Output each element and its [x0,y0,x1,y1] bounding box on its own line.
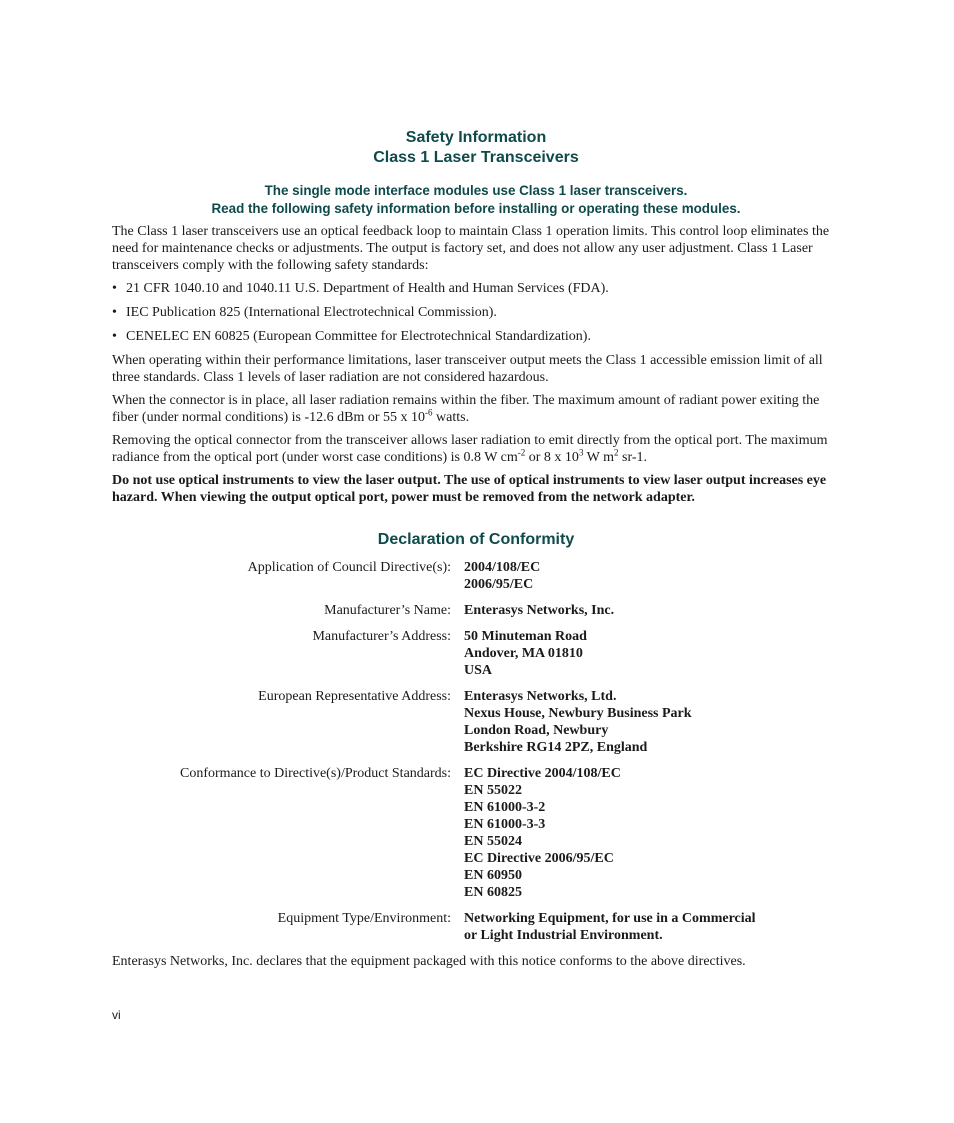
value-line: EN 61000-3-3 [464,817,546,832]
closing-statement: Enterasys Networks, Inc. declares that the equipment packaged with this notice conforms to the above directives. [112,954,746,969]
value-line: 50 Minuteman Road [464,629,587,644]
warning-paragraph: Do not use optical instruments to view the laser output. The use of optical instruments to view laser output increases eye hazard. When viewing the output optical port, power must be removed from the network adapter. [112,473,827,505]
remove-text-d: sr-1. [618,450,648,465]
remove-exponent-2: 3 [578,447,584,458]
notice-line-2: Read the following safety information before installing or operating these modules. [211,200,741,216]
notice-line-1: The single mode interface modules use Class 1 laser transceivers. [264,183,688,198]
value-line: EN 55024 [464,834,522,849]
remove-paragraph [112,432,840,466]
conformity-title: Declaration of Conformity [377,531,575,548]
value-line: USA [464,663,493,678]
value-line: or Light Industrial Environment. [464,928,663,943]
bullet-icon: • [112,329,117,344]
value-line: 2006/95/EC [464,577,534,592]
safety-subtitle: Class 1 Laser Transceivers [373,149,579,166]
row-value [464,765,621,901]
list-item [112,304,840,321]
connector-text-a: When the connector is in place, all laser radiation remains within the fiber. The maximum amount of radiant power exiting the fiber (under normal conditions) is -12.6 dBm or 55 x 10 [112,393,820,425]
value-line: Berkshire RG14 2PZ, England [464,740,648,755]
value-line: EN 60825 [464,885,522,900]
value-line: Enterasys Networks, Ltd. [464,689,617,704]
conformity-table [112,559,840,944]
row-value [464,559,540,593]
bullet-icon: • [112,281,117,296]
value-line: Andover, MA 01810 [464,646,583,661]
list-item [112,280,840,297]
value-line: EN 55022 [464,783,522,798]
standard-text: 21 CFR 1040.10 and 1040.11 U.S. Department of Health and Human Services (FDA). [126,281,609,296]
bullet-icon: • [112,305,117,320]
connector-exponent: -6 [425,407,433,418]
value-line: Networking Equipment, for use in a Commercial [464,911,756,926]
row-value [464,628,587,679]
remove-exponent-1: -2 [517,447,526,458]
remove-text-c: W m [583,450,615,465]
value-line: EC Directive 2004/108/EC [464,766,621,781]
row-label: Application of Council Directive(s): [247,560,451,575]
row-label: Conformance to Directive(s)/Product Standards: [180,766,451,781]
page-number: vi [112,1008,121,1022]
connector-text-b: watts. [432,410,470,425]
conformity-row [112,688,840,756]
value-line: EN 61000-3-2 [464,800,546,815]
row-label: Equipment Type/Environment: [277,911,451,926]
row-label: European Representative Address: [258,689,451,704]
conformity-row [112,765,840,901]
conformity-row [112,910,840,944]
connector-paragraph [112,392,840,426]
row-label: Manufacturer’s Name: [324,603,451,618]
remove-text-b: or 8 x 10 [525,450,579,465]
list-item [112,328,840,345]
value-line: Enterasys Networks, Inc. [464,603,615,618]
conformity-row [112,628,840,679]
standards-list [112,280,840,345]
operating-paragraph: When operating within their performance limitations, laser transceiver output meets the Class 1 accessible emission limit of all three standards. Class 1 levels of laser radiation are not considered hazardous. [112,353,823,385]
remove-text-a: Removing the optical connector from the transceiver allows laser radiation to emit directly from the optical port. The maximum radiance from the optical port (under worst case conditions) is 0.8 W cm [112,433,828,465]
row-value [464,910,756,944]
standard-text: CENELEC EN 60825 (European Committee for Electrotechnical Standardization). [126,329,591,344]
value-line: EN 60950 [464,868,522,883]
row-value [464,688,692,756]
value-line: EC Directive 2006/95/EC [464,851,614,866]
value-line: London Road, Newbury [464,723,609,738]
row-label: Manufacturer’s Address: [312,629,451,644]
conformity-row [112,559,840,593]
value-line: 2004/108/EC [464,560,541,575]
conformity-row [112,602,840,619]
document-page [112,128,840,976]
safety-notice [112,182,840,217]
value-line: Nexus House, Newbury Business Park [464,706,692,721]
remove-exponent-3: 2 [614,447,619,458]
row-value [464,602,614,619]
safety-title: Safety Information [405,129,547,146]
standard-text: IEC Publication 825 (International Electrotechnical Commission). [126,305,497,320]
intro-paragraph: The Class 1 laser transceivers use an optical feedback loop to maintain Class 1 operation limits. This control loop eliminates the need for maintenance checks or adjustments. The output is factory set, and does not allow any user adjustment. Class 1 Laser transceivers comply with the following safety standards: [112,224,830,273]
